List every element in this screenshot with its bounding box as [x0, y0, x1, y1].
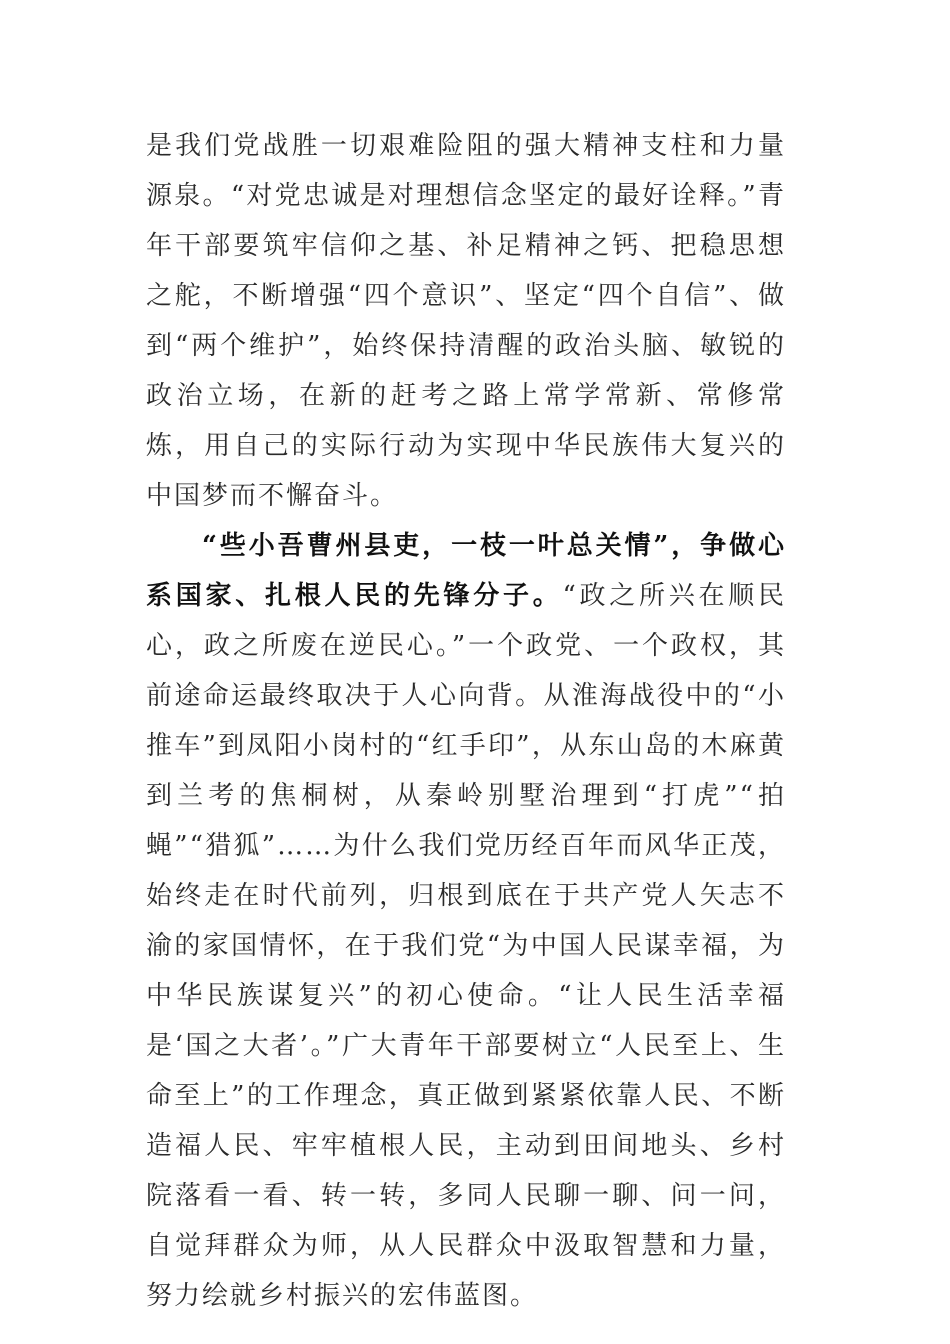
document-page: [146, 121, 786, 1321]
paragraph-2-text: “政之所兴在顺民心，政之所废在逆民心。”一个政党、一个政权，其前途命运最终取决于人心向背。从淮海战役中的“小推车”到凤阳小岗村的“红手印”，从东山岛的木麻黄到兰考的焦桐树，从秦岭别墅治理到“打虎”“拍蝇”“猎狐”……为什么我们党历经百年而风华正茂，始终走在时代前列，归根到底在于共产党人矢志不渝的家国情怀，在于我们党“为中国人民谋幸福，为中华民族谋复兴”的初心使命。“让人民生活幸福是‘国之大者’。”广大青年干部要树立“人民至上、生命至上”的工作理念，真正做到紧紧依靠人民、不断造福人民、牢牢植根人民，主动到田间地头、乡村院落看一看、转一转，多同人民聊一聊、问一问，自觉拜群众为师，从人民群众中汲取智慧和力量，努力绘就乡村振兴的宏伟蓝图。: [146, 581, 786, 1311]
paragraph-1: [146, 121, 786, 521]
paragraph-2: [146, 521, 786, 1321]
paragraph-2-heading: “些小吾曹州县吏，一枝一叶总关情”，争做心系国家、扎根人民的先锋分子。: [146, 531, 786, 611]
paragraph-1-text: 是我们党战胜一切艰难险阻的强大精神支柱和力量源泉。“对党忠诚是对理想信念坚定的最好诠释。”青年干部要筑牢信仰之基、补足精神之钙、把稳思想之舵，不断增强“四个意识”、坚定“四个自信”、做到“两个维护”，始终保持清醒的政治头脑、敏锐的政治立场，在新的赶考之路上常学常新、常修常炼，用自己的实际行动为实现中华民族伟大复兴的中国梦而不懈奋斗。: [146, 131, 786, 511]
